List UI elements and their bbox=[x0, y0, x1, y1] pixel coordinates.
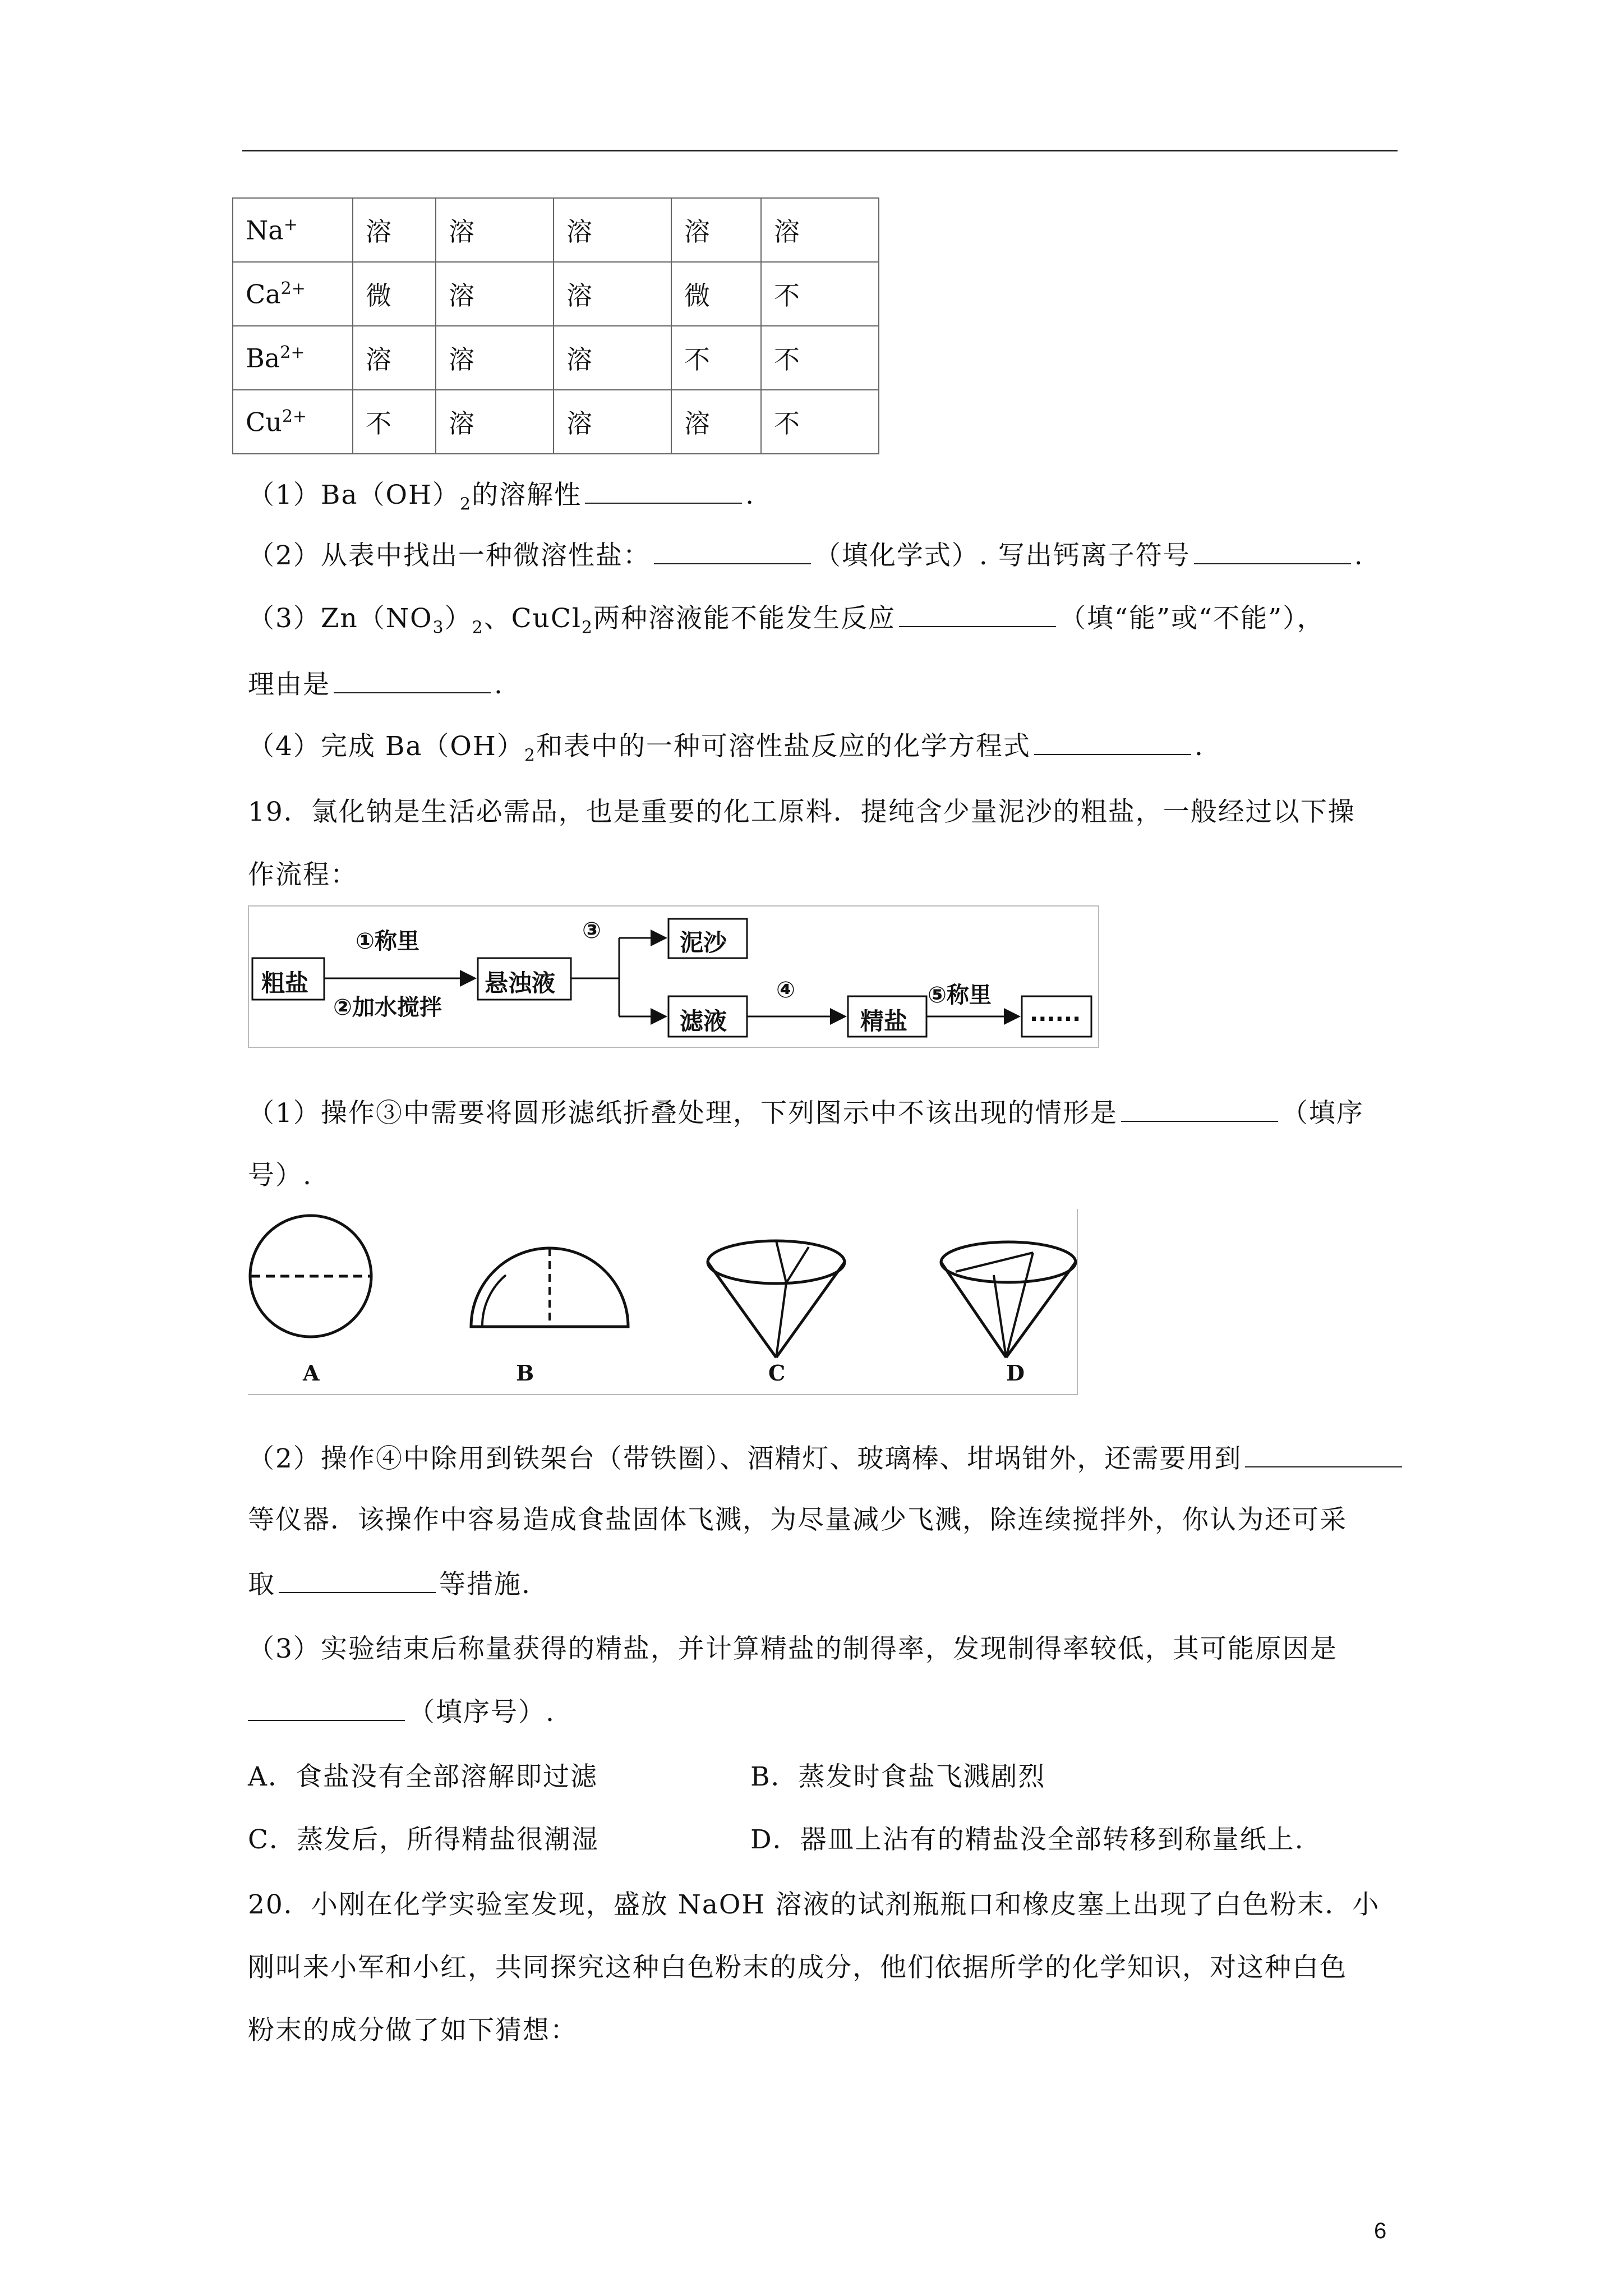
flow-ellipsis: ...... bbox=[1030, 1001, 1081, 1027]
option-c: C．蒸发后，所得精盐很潮湿 bbox=[248, 1824, 599, 1855]
figure-label-c: C bbox=[768, 1360, 786, 1386]
table-cell: 溶 bbox=[761, 198, 879, 262]
table-cell: 不 bbox=[761, 390, 879, 454]
table-cell: 溶 bbox=[671, 198, 761, 262]
q19-part1: （1）操作③中需要将圆形滤纸折叠处理，下列图示中不该出现的情形是 （填序 bbox=[248, 1096, 1364, 1130]
table-cell: 溶 bbox=[554, 390, 671, 454]
table-row bbox=[233, 326, 879, 390]
figure-label-b: B bbox=[516, 1360, 534, 1386]
q19-intro: 19．氯化钠是生活必需品，也是重要的化工原料．提纯含少量泥沙的粗盐，一般经过以下操 bbox=[248, 797, 1355, 827]
ion-cell: $Ca^{2+}$ bbox=[233, 262, 353, 326]
table-cell: 不 bbox=[761, 262, 879, 326]
table-cell: 不 bbox=[761, 326, 879, 390]
answer-blank[interactable] bbox=[654, 539, 811, 564]
q20-line2: 刚叫来小军和小红，共同探究这种白色粉末的成分，他们依据所学的化学知识，对这种白色 bbox=[248, 1952, 1347, 1983]
q19-part2-line3: 取 等措施. bbox=[248, 1567, 531, 1602]
table-cell: 溶 bbox=[554, 326, 671, 390]
table-cell: 溶 bbox=[671, 390, 761, 454]
process-flow-diagram bbox=[248, 905, 1099, 1048]
table-cell: 不 bbox=[353, 390, 436, 454]
option-b: B．蒸发时食盐飞溅剧烈 bbox=[750, 1761, 1046, 1792]
option-d: D．器皿上沾有的精盐没全部转移到称量纸上. bbox=[750, 1824, 1304, 1855]
q19-part1-line2: 号）. bbox=[248, 1160, 312, 1191]
q20-line1: 20．小刚在化学实验室发现，盛放 NaOH 溶液的试剂瓶瓶口和橡皮塞上出现了白色粉末．小 bbox=[248, 1889, 1380, 1920]
flow-step4-label: ④ bbox=[776, 977, 795, 1003]
q18-part2: （2）从表中找出一种微溶性盐： （填化学式）. 写出钙离子符号 . bbox=[248, 539, 1364, 573]
table-cell: 微 bbox=[353, 262, 436, 326]
table-row bbox=[233, 390, 879, 454]
figure-label-a: A bbox=[303, 1360, 320, 1386]
flow-filtrate: 滤液 bbox=[680, 1007, 727, 1035]
answer-blank[interactable] bbox=[1121, 1096, 1278, 1122]
table-row bbox=[233, 198, 879, 262]
header-rule bbox=[242, 150, 1398, 151]
flow-fine-salt: 精盐 bbox=[860, 1007, 908, 1035]
table-cell: 溶 bbox=[554, 262, 671, 326]
flow-step5-label: ⑤称里 bbox=[928, 982, 992, 1008]
flow-step1-label: ①称里 bbox=[356, 928, 419, 954]
solubility-table bbox=[232, 197, 879, 454]
answer-blank[interactable] bbox=[1194, 539, 1351, 564]
q18-part1: $(1)Ba(OH)_2$的溶解性 . bbox=[248, 478, 755, 521]
table-cell: 溶 bbox=[436, 198, 554, 262]
table-cell: 溶 bbox=[353, 198, 436, 262]
filter-paper-drawings bbox=[248, 1209, 1077, 1394]
q20-line3: 粉末的成分做了如下猜想： bbox=[248, 2015, 578, 2046]
ion-cell: $Cu^{2+}$ bbox=[233, 390, 353, 454]
table-cell: 溶 bbox=[436, 262, 554, 326]
answer-blank[interactable] bbox=[334, 668, 491, 693]
flow-crude-salt: 粗盐 bbox=[261, 969, 309, 997]
flow-suspension: 悬浊液 bbox=[485, 969, 556, 997]
answer-blank[interactable] bbox=[248, 1695, 405, 1721]
q18-part4: （4）完成 $Ba(OH)_2$和表中的一种可溶性盐反应的化学方程式 . bbox=[248, 729, 1204, 772]
answer-blank[interactable] bbox=[1034, 729, 1191, 755]
table-cell: 溶 bbox=[554, 198, 671, 262]
option-a: A．食盐没有全部溶解即过滤 bbox=[248, 1761, 598, 1792]
figure-label-d: D bbox=[1006, 1360, 1025, 1386]
table-cell: 微 bbox=[671, 262, 761, 326]
q19-intro-line2: 作流程： bbox=[248, 859, 358, 890]
ion-cell: Na+ bbox=[233, 198, 353, 262]
table-cell: 不 bbox=[671, 326, 761, 390]
q18-part3-line2: 理由是 . bbox=[248, 668, 504, 702]
flow-sand: 泥沙 bbox=[680, 929, 727, 956]
answer-blank[interactable] bbox=[1245, 1442, 1402, 1467]
answer-blank[interactable] bbox=[279, 1567, 436, 1593]
q19-part2: （2）操作④中除用到铁架台（带铁圈）、酒精灯、玻璃棒、坩埚钳外，还需要用到 bbox=[248, 1442, 1405, 1476]
flow-step2-label: ②加水搅拌 bbox=[333, 995, 442, 1020]
table-cell: 溶 bbox=[436, 326, 554, 390]
q19-part3: （3）实验结束后称量获得的精盐，并计算精盐的制得率，发现制得率较低，其可能原因是 bbox=[248, 1634, 1338, 1664]
filter-paper-figure bbox=[248, 1209, 1078, 1395]
table-cell: 溶 bbox=[353, 326, 436, 390]
answer-blank[interactable] bbox=[585, 478, 742, 504]
table-row bbox=[233, 262, 879, 326]
table-cell: 溶 bbox=[436, 390, 554, 454]
q19-part2-line2: 等仪器．该操作中容易造成食盐固体飞溅，为尽量减少飞溅，除连续搅拌外，你认为还可采 bbox=[248, 1504, 1347, 1535]
page-number: 6 bbox=[1374, 2219, 1387, 2243]
answer-blank[interactable] bbox=[899, 601, 1056, 627]
flow-step3-label: ③ bbox=[582, 918, 601, 944]
ion-cell: $Ba^{2+}$ bbox=[233, 326, 353, 390]
q18-part3: $(3)Zn(NO_3)_2$、CuCl$_2$两种溶液能不能发生反应 （填“能”或“不能”）， bbox=[248, 601, 1325, 645]
q19-part3-line2: （填序号）. bbox=[248, 1695, 555, 1729]
